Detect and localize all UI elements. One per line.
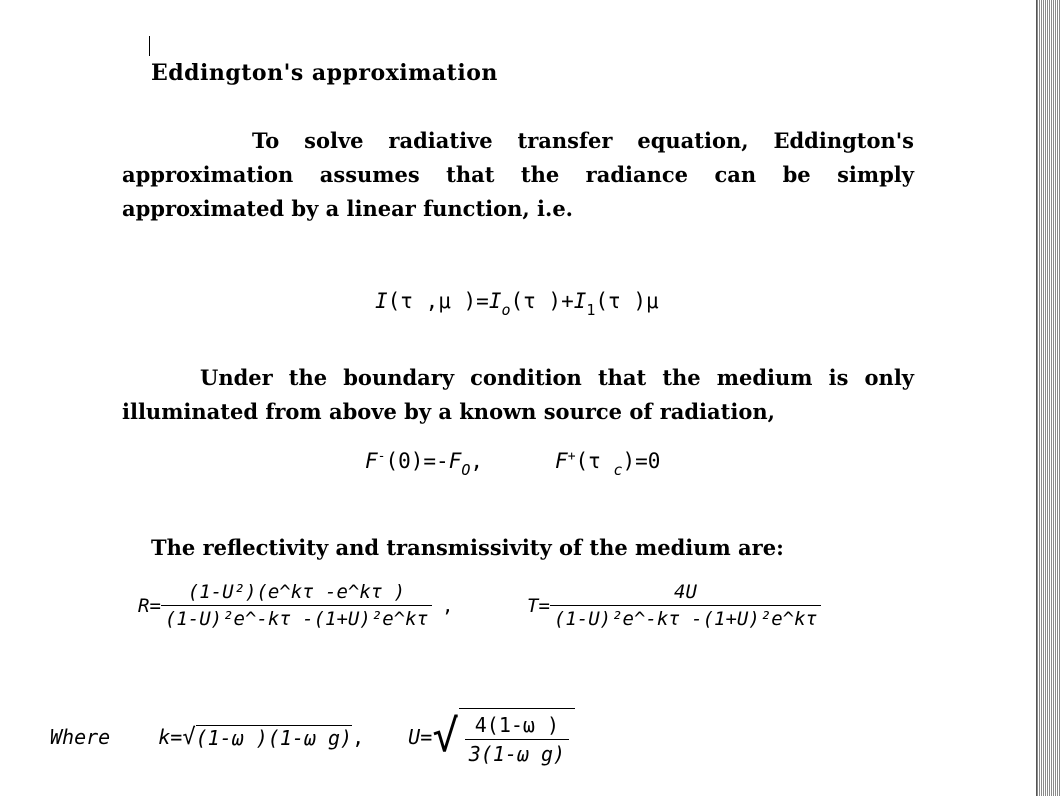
k-lhs: k=	[158, 725, 183, 749]
eq2-sub-o: O	[461, 461, 471, 479]
equation-boundary-conditions	[365, 449, 661, 479]
eq1-sub-1: 1	[586, 301, 596, 319]
u-numerator: 4(1-ω )	[474, 713, 560, 737]
vertical-scrollbar[interactable]	[1037, 0, 1061, 796]
eqR-lhs: R=	[138, 594, 161, 617]
where-comma: ,	[352, 725, 365, 749]
eq1-symbol-i: I	[375, 289, 388, 313]
where-label: Where	[50, 725, 111, 749]
eq2-sup-plus: +	[567, 449, 576, 464]
eq1-symbol-i1: I	[573, 289, 587, 313]
text-cursor	[149, 36, 150, 56]
u-fraction	[465, 713, 569, 766]
eq1-symbol-i0: I	[488, 289, 502, 313]
u-sqrt-sign: √	[432, 711, 459, 762]
eq2-symbol-f1: F	[365, 449, 378, 473]
equation-linear-radiance	[375, 289, 659, 319]
eq2-comma: ,	[470, 449, 484, 473]
eq2-arg2: (τ	[575, 449, 614, 473]
eqR-numerator: (1-U²)(e^kτ -e^kτ )	[187, 581, 406, 603]
paragraph-boundary-line-2: illuminated from above by a known source of radiation,	[122, 399, 775, 424]
eqR-fraction	[161, 581, 432, 630]
eq2-symbol-f0: F	[448, 449, 462, 473]
u-denominator: 3(1-ω g)	[465, 739, 569, 766]
paragraph-boundary	[122, 361, 914, 429]
paragraph-reflectivity: The reflectivity and transmissivity of the medium are:	[151, 535, 784, 560]
u-radicand	[459, 708, 575, 766]
paragraph-intro-line-1: To solve radiative transfer equation, Eddington's	[252, 128, 914, 153]
eq2-sub-c: c	[613, 461, 623, 479]
eq2-arg1: (0)=-	[385, 449, 449, 473]
eq1-lhs-args: (τ ,μ )=	[387, 289, 489, 313]
equation-transmissivity	[527, 581, 821, 630]
paragraph-intro	[122, 124, 914, 226]
eq2-sup-minus: -	[377, 449, 386, 464]
eqT-numerator: 4U	[674, 581, 697, 603]
eq2-symbol-f2: F	[555, 449, 568, 473]
eqT-fraction	[550, 581, 821, 630]
u-lhs: U=	[408, 725, 433, 749]
eqR-denominator: (1-U)²e^-kτ -(1+U)²e^kτ	[161, 605, 432, 630]
eqT-lhs: T=	[527, 594, 550, 617]
eq2-end: )=0	[622, 449, 661, 473]
equation-where	[50, 708, 575, 766]
k-sqrt-sign: √	[182, 724, 196, 750]
paragraph-intro-line-3: approximated by a linear function, i.e.	[122, 196, 573, 221]
paragraph-intro-line-2: approximation assumes that the radiance can be simply	[122, 162, 914, 187]
eqT-denominator: (1-U)²e^-kτ -(1+U)²e^kτ	[550, 605, 821, 630]
heading: Eddington's approximation	[151, 60, 498, 86]
eqR-comma: ,	[442, 594, 454, 617]
equation-reflectivity	[138, 581, 453, 630]
eq1-mid: (τ )+	[510, 289, 574, 313]
k-radicand: (1-ω )(1-ω g)	[195, 725, 353, 750]
eq1-rhs: (τ )μ	[595, 289, 659, 313]
eq1-sub-0: o	[501, 301, 511, 319]
paragraph-boundary-line-1: Under the boundary condition that the medium is only	[200, 365, 914, 390]
